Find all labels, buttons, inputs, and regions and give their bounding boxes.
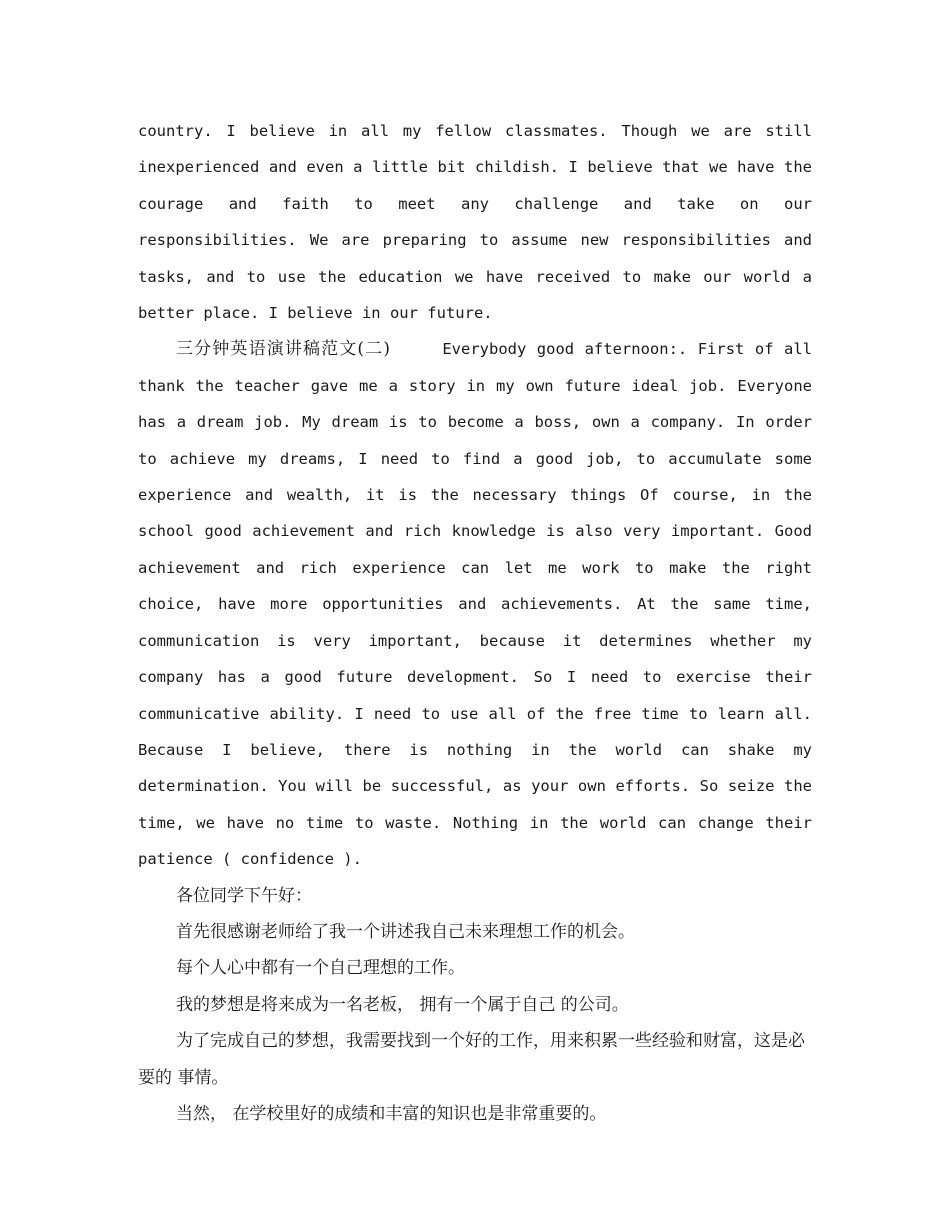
paragraph-english-2-body: Everybody good afternoon:. First of all thank the teacher gave me a story in my own future ideal job. Everyone has a dream job. My dream is to become a boss, own a company. In order to achieve my dreams, I need to find a good job, to accumulate some experience and wealth, it is the necessary things Of course, in the school good achievement and rich knowledge is also very important. Good achievement and rich experience can let me work to make the right choice, have more opportunities and achievements. At the same time, communication is very important, because it determines whether my company has a good future development. So I need to exercise their communicative ability. I need to use all of the free time to learn all. Because I believe, there is nothing in the world can shake my determination. You will be successful, as your own efforts. So seize the time, we have no time to waste. Nothing in the world can change their patience ( confidence ). [138, 340, 812, 869]
paragraph-chinese-1: 各位同学下午好： [176, 885, 312, 906]
paragraph-english-1: country. I believe in all my fellow classmates. Though we are still inexperienced and even a little bit childish. I believe that we have the courage and faith to meet any challenge and take on our responsibilities. We are preparing to assume new responsibilities and tasks, and to use the education we have received to make our world a better place. I believe in our future. [138, 122, 812, 323]
paragraph-chinese-3: 每个人心中都有一个自己理想的工作。 [176, 958, 465, 979]
paragraph-chinese-2: 首先很感谢老师给了我一个讲述我自己未来理想工作的机会。 [176, 921, 635, 942]
document-body [138, 113, 812, 1132]
paragraph-chinese-4: 我的梦想是将来成为一名老板， 拥有一个属于自己 的公司。 [176, 994, 629, 1015]
paragraph-english-2 [138, 331, 812, 877]
paragraph-chinese-5: 为了完成自己的梦想，我需要找到一个好的工作，用来积累一些经验和财富，这是必要的 事情。 [138, 1031, 805, 1088]
paragraph-chinese-6: 当然， 在学校里好的成绩和丰富的知识也是非常重要的。 [176, 1103, 607, 1124]
section-heading: 三分钟英语演讲稿范文(二) [176, 339, 390, 360]
